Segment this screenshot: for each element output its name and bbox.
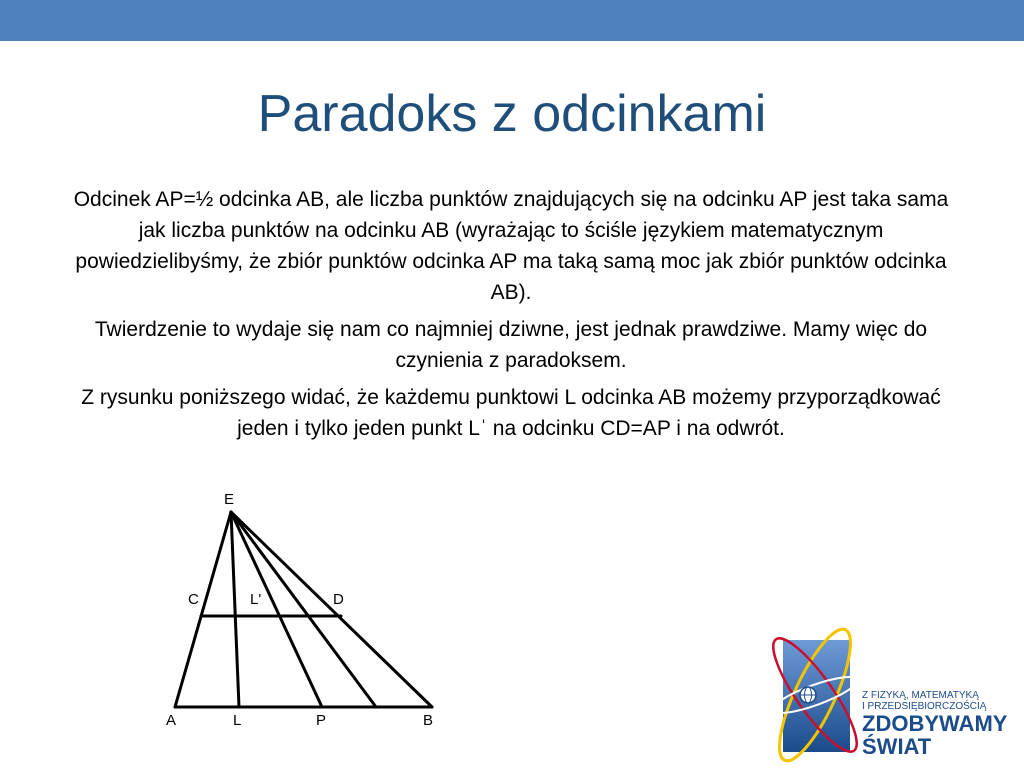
logo-line-1: Z FIZYKĄ, MATEMATYKĄ <box>862 690 979 701</box>
label-P: P <box>316 712 327 729</box>
paragraph-1: Odcinek AP=½ odcinka AB, ale liczba punktów znajdujących się na odcinku AP jest taka sama jak liczba punktów na odcinku AB (wyrażając to ściśle językiem matematycznym powiedzielibyśmy, że zbiór punktów odcinka AP ma taką samą moc jak zbiór punktów odcinka AB). <box>73 188 949 304</box>
top-accent-bar <box>0 0 1024 41</box>
label-L-prime: L' <box>250 591 262 608</box>
segment-EP <box>231 512 322 707</box>
label-D: D <box>333 591 344 608</box>
paragraph-3: Z rysunku poniższego widać, że każdemu punktowi L odcinka AB możemy przyporządkować jeden i tylko jeden punkt Lˈ na odcinku CD=AP i na odwrót. <box>81 386 941 440</box>
zdobywamy-swiat-logo <box>766 622 1024 768</box>
segment-EA <box>175 512 231 707</box>
label-L: L <box>233 712 242 729</box>
label-A: A <box>166 712 177 729</box>
segment-EB <box>231 512 432 707</box>
slide-title: Paradoks z odcinkami <box>257 85 767 143</box>
logo-line-4: ŚWIAT <box>862 734 932 759</box>
segments-figure <box>150 484 450 734</box>
label-E: E <box>224 491 235 508</box>
label-C: C <box>188 591 199 608</box>
paragraph-2: Twierdzenie to wydaje się nam co najmniej dziwne, jest jednak prawdziwe. Mamy więc do czynienia z paradoksem. <box>94 318 928 372</box>
segment-EL <box>231 512 239 707</box>
segment-E-mid <box>231 512 376 707</box>
logo-line-3: ZDOBYWAMY <box>862 711 1008 736</box>
logo-line-2: I PRZEDSIĘBIORCZOŚCIĄ <box>862 701 987 712</box>
slide-body <box>58 184 964 450</box>
label-B: B <box>423 712 434 729</box>
